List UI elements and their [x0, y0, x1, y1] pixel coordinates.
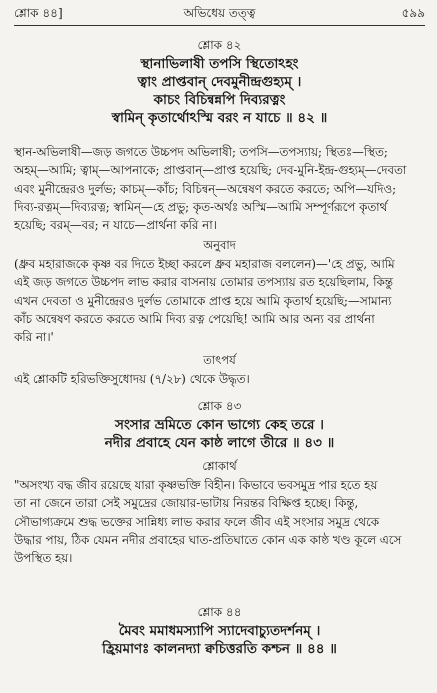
synonym-line: এবং মুনীন্দ্রেরও দুর্লভ; কাচম্—কাঁচ; বিচিন্বন্—অন্বেষণ করতে করতে; অপি—যদিও;: [14, 181, 397, 196]
verse-44-label: শ্লোক ৪৪: [197, 605, 242, 619]
verse-42-text: [14, 55, 425, 127]
meaning-line: তা না জেনে তারা সেই সমুদ্রের জোয়ার-ভাটায় নিরন্তর বিক্ষিপ্ত হচ্ছে। কিন্তু,: [14, 496, 359, 511]
synonym-line: অহম্—আমি; ত্বাম্—আপনাকে; প্রাপ্তবান্—প্রাপ্ত হয়েছি; দেব-মুনি-ইন্দ্র-গুহ্যম্—দেবতা: [14, 163, 407, 178]
meaning-line: উপস্থিত হয়।: [14, 551, 73, 566]
header-chapter-title: অভিধেয় তত্ত্ব: [183, 6, 256, 20]
synonym-line: দিব্য-রত্নম্—দিব্যরত্ন; স্বামিন্—হে প্রভু; কৃত-অর্থঃ অস্মি—আমি সম্পূর্ণরূপে কৃতার্থ: [14, 199, 388, 214]
meaning-line: সৌভাগ্যক্রমে শুদ্ধ ভক্তের সান্নিধ্য লাভ করার ফলে জীব এই সংসার সমুদ্র থেকে: [14, 514, 379, 529]
translation-line: এই জড় জগতে উচ্চপদ লাভ করার বাসনায় তোমার তপস্যায় রত হয়েছিলাম, কিন্তু: [14, 275, 393, 290]
header-rule: [14, 25, 425, 26]
translation-line: কাঁচ অন্বেষণ করতে করতে আমি দিব্য রত্ন পেয়েছি! আমি আর অন্য বর প্রার্থনা: [14, 311, 375, 326]
translation-line: করি না।': [14, 330, 54, 345]
verse-line: স্থানাভিলাষী তপসি স্থিতোঽহং: [140, 56, 299, 72]
verse-43-label: শ্লোক ৪৩: [197, 399, 242, 413]
verse-meaning-label: শ্লোকার্থ: [202, 459, 237, 473]
meaning-line: উদ্ধার পায়, ঠিক যেমন নদীর প্রবাহের ঘাত-প্রতিঘাতে কোন এক কাষ্ঠ খণ্ড কূলে এসে: [14, 532, 402, 547]
verse-line: ত্বাং প্রাপ্তবান্ দেবমুনীন্দ্রগুহ্যম্ ।: [137, 74, 302, 90]
verse-meaning-43: [14, 476, 425, 567]
purport-text: এই শ্লোকটি হরিভক্তিসুধোদয় (৭/২৮) থেকে উদ্ধৃত।: [14, 372, 250, 386]
running-header: [14, 3, 425, 25]
verse-42-label: শ্লোক ৪২: [197, 38, 242, 52]
translation-line: (ধ্রুব মহারাজকে কৃষ্ণ বর দিতে ইচ্ছা করলে ধ্রুব মহারাজ বললেন)—'হে প্রভু, আমি: [14, 257, 395, 271]
translation-label: অনুবাদ: [203, 238, 236, 252]
meaning-line: "অসংখ্য বদ্ধ জীব রয়েছে যারা কৃষ্ণভক্তি বিহীন। কিভাবে ভবসমুদ্র পার হতে হয়: [14, 478, 378, 492]
verse-line: হ্রিয়মাণঃ কালনদ্যা ক্বচিত্তরতি কশ্চন ॥ ৪৪ ॥: [102, 641, 337, 657]
header-verse-ref: শ্লোক ৪৪]: [14, 6, 63, 20]
synonym-line: স্থান-অভিলাষী—জড় জগতে উচ্চপদ অভিলাষী; তপসি—তপস্যায়; স্থিতঃ—স্থিত;: [14, 145, 388, 159]
translation-42: [14, 255, 425, 346]
verse-line: নদীর প্রবাহে যেন কাষ্ঠ লাগে তীরে ॥ ৪৩ ॥: [104, 435, 335, 451]
verse-44-text: [14, 622, 425, 658]
verse-line: মৈবং মমাধমস্যাপি স্যাদেবাচ্যুতদর্শনম্ ।: [118, 623, 321, 639]
purport-label: তাৎপর্য: [203, 353, 236, 367]
word-meanings-42: [14, 143, 425, 234]
verse-line: স্বামিন্ কৃতার্থোঽস্মি বরং ন যাচে ॥ ৪২ ॥: [111, 110, 328, 126]
header-page-number: ৫৯৯: [401, 6, 425, 20]
verse-43-text: [14, 416, 425, 452]
translation-line: এখন দেবতা ও মুনীন্দ্রেরও দুর্লভ তোমাকে প্রাপ্ত হয়ে আমি কৃতার্থ হয়েছি;—সামান্য: [14, 293, 392, 308]
purport-42: [14, 370, 425, 388]
verse-line: সংসার ভ্রমিতে কোন ভাগ্যে কেহ তরে ।: [115, 417, 324, 433]
verse-line: কাচং বিচিন্বন্নপি দিব্যরত্নং: [153, 92, 286, 108]
synonym-line: হয়েছি; বরম্—বর; ন যাচে—প্রার্থনা করি না।: [14, 218, 217, 233]
